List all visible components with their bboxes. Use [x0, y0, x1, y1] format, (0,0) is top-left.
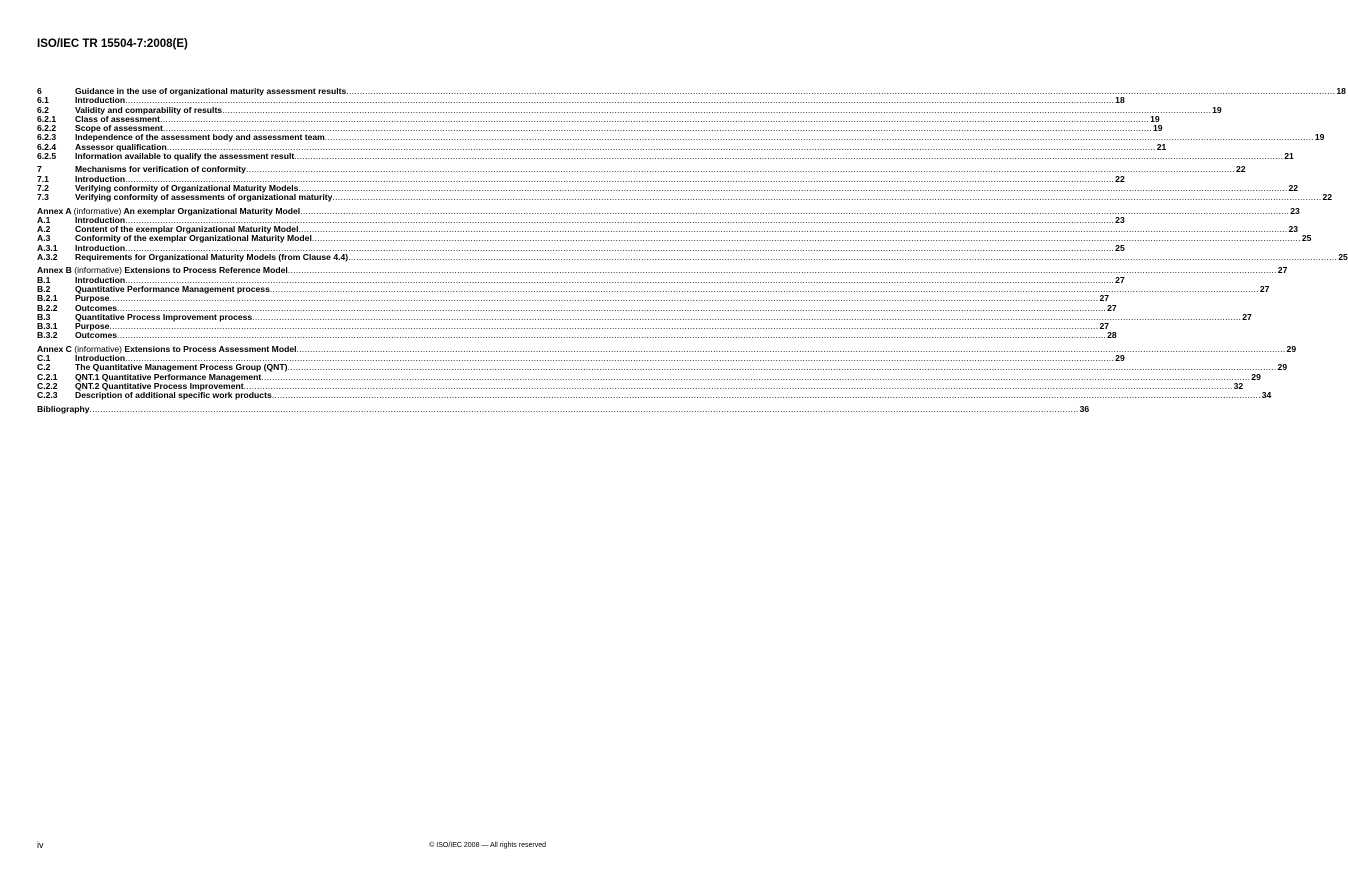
- toc-entry-text: Introduction: [75, 242, 126, 253]
- toc-entry-text: Scope of assessment: [75, 123, 163, 134]
- toc-entry-number: 6: [37, 86, 42, 96]
- toc-entry-number: B.3.2: [37, 330, 58, 341]
- toc-entry-page: 19: [1212, 104, 1222, 115]
- toc-entry-title: [75, 391, 272, 400]
- toc-leader-dots: [117, 331, 1106, 340]
- toc-entry-number: C.2: [37, 362, 51, 373]
- toc-entry-text: The Quantitative Management Process Group (QNT): [75, 362, 288, 373]
- toc-entry-text: Outcomes: [75, 302, 118, 313]
- annex-label: Annex B: [37, 265, 72, 276]
- toc-leader-dots: [348, 253, 1337, 262]
- toc-entry-title: [75, 193, 332, 202]
- toc-entry-page: 25: [1338, 252, 1348, 263]
- page-number: iv: [37, 840, 44, 850]
- annex-label: Annex C: [37, 343, 72, 354]
- toc-entry-number: 6.2.3: [37, 132, 57, 143]
- toc-entry-number: C.2.2: [37, 380, 58, 391]
- toc-entry-page: 18: [1115, 95, 1125, 106]
- toc-entry-title: [37, 405, 90, 414]
- toc-entry-page: 29: [1286, 343, 1297, 354]
- toc-entry-page: 23: [1288, 224, 1299, 235]
- toc-entry-page: 27: [1277, 265, 1288, 276]
- annex-informative: (informative): [74, 265, 123, 276]
- toc-entry-text: Purpose: [75, 293, 110, 304]
- toc-entry-number: 7.3: [37, 192, 49, 203]
- annex-informative: (informative): [74, 343, 123, 354]
- toc-group: [37, 164, 1333, 203]
- toc-entry-title: [75, 152, 294, 161]
- toc-entry-number: C.2.1: [37, 371, 58, 382]
- toc-entry-text: Introduction: [75, 274, 126, 285]
- annex-title: Extensions to Process Assessment Model: [124, 343, 297, 354]
- toc-entry-page: 22: [1236, 164, 1246, 175]
- toc-entry-text: Introduction: [75, 353, 126, 364]
- toc-entry-page: 27: [1099, 321, 1109, 332]
- toc-entry[interactable]: [37, 252, 1348, 263]
- toc-entry-text: Outcomes: [75, 330, 118, 341]
- toc-entry-text: Conformity of the exemplar Organizational Maturity Model: [75, 233, 312, 244]
- toc-entry-number: B.2.1: [37, 293, 58, 304]
- toc-entry-number: 6.2.4: [37, 141, 57, 152]
- toc-entry-number: B.2: [37, 283, 51, 294]
- toc-entry-number: B.3.1: [37, 321, 58, 332]
- toc-leader-dots: [272, 391, 1261, 400]
- toc-entry-number: C.1: [37, 353, 51, 364]
- toc-entry-text: Verifying conformity of assessments of organizational maturity: [75, 192, 333, 203]
- toc-leader-dots: [294, 152, 1283, 161]
- toc-entry[interactable]: [37, 390, 1272, 401]
- toc-entry-page: 32: [1233, 380, 1244, 391]
- toc-group: [37, 343, 1297, 401]
- toc-entry-text: Requirements for Organizational Maturity Models (from Clause 4.4): [75, 252, 349, 263]
- toc-entry-page: 22: [1115, 173, 1125, 184]
- toc-entry-text: Class of assessment: [75, 113, 161, 124]
- toc-entry[interactable]: [37, 151, 1294, 162]
- toc-entry-page: 34: [1261, 390, 1272, 401]
- toc-entry-text: Quantitative Process Improvement process: [75, 311, 253, 322]
- toc-entry-text: Verifying conformity of Organizational Maturity Models: [75, 182, 299, 193]
- toc-entry-number: B.2.2: [37, 302, 58, 313]
- annex-title: An exemplar Organizational Maturity Model: [123, 205, 301, 216]
- toc-entry-number: A.1: [37, 214, 51, 225]
- toc-group: [37, 265, 1288, 341]
- toc-entry-number: 7.1: [37, 173, 49, 184]
- toc-entry-title: [75, 331, 117, 340]
- toc-entry-page: 29: [1115, 353, 1125, 364]
- toc-entry-page: 27: [1107, 302, 1117, 313]
- toc-entry-text: Content of the exemplar Organizational Maturity Model: [75, 224, 299, 235]
- toc-entry-number: A.3.2: [37, 252, 58, 263]
- toc-group: [37, 403, 1090, 414]
- toc-entry-page: 25: [1115, 242, 1125, 253]
- toc-entry-page: 25: [1301, 233, 1312, 244]
- toc-entry-text: Independence of the assessment body and assessment team: [75, 132, 325, 143]
- toc-entry-number: 6.2: [37, 104, 49, 115]
- toc-entry-page: 19: [1314, 132, 1325, 143]
- toc-entry-number: 6.2.1: [37, 113, 57, 124]
- document-header: ISO/IEC TR 15504-7:2008(E): [37, 38, 188, 50]
- toc-entry-text: Purpose: [75, 321, 110, 332]
- toc-entry-text: Information available to qualify the assessment result: [75, 151, 295, 162]
- toc-entry-page: 21: [1284, 151, 1294, 162]
- toc-entry-text: Introduction: [75, 95, 126, 106]
- toc-entry-page: 18: [1336, 86, 1346, 96]
- toc-entry-text: Description of additional specific work products: [75, 390, 272, 401]
- toc-entry-number: A.2: [37, 224, 51, 235]
- toc-entry-title: [75, 253, 348, 262]
- toc-entry-page: 23: [1290, 205, 1300, 216]
- toc-entry-page: 19: [1152, 123, 1163, 134]
- toc-entry-page: 27: [1242, 311, 1252, 322]
- toc-entry-text: Assessor qualification: [75, 141, 167, 152]
- toc-entry-page: 27: [1115, 274, 1125, 285]
- toc-entry-text: Quantitative Performance Management process: [75, 283, 270, 294]
- toc-entry-number: 6.2.5: [37, 151, 57, 162]
- toc-entry-text: Introduction: [75, 214, 126, 225]
- toc-leader-dots: [90, 405, 1079, 414]
- toc-entry-page: 22: [1322, 192, 1333, 203]
- toc-entry-page: 29: [1251, 371, 1261, 382]
- table-of-contents: [37, 86, 1348, 418]
- toc-entry-text: QNT.1 Quantitative Performance Management: [75, 371, 262, 382]
- toc-entry-text: QNT.2 Quantitative Process Improvement: [75, 380, 244, 391]
- toc-entry-number: C.2.3: [37, 390, 58, 401]
- toc-entry-number: B.3: [37, 311, 51, 322]
- toc-entry-number: 6.1: [37, 95, 49, 106]
- toc-entry-number: 6.2.2: [37, 123, 57, 134]
- annex-title: Extensions to Process Reference Model: [124, 265, 288, 276]
- toc-entry-page: 23: [1115, 214, 1125, 225]
- toc-entry[interactable]: [37, 403, 1090, 414]
- copyright-notice: © ISO/IEC 2008 — All rights reserved: [429, 842, 546, 849]
- toc-entry-number: 7: [37, 164, 42, 175]
- annex-informative: (informative): [73, 205, 122, 216]
- toc-leader-dots: [332, 193, 1321, 202]
- toc-entry-page: 27: [1259, 283, 1270, 294]
- toc-entry-text: Guidance in the use of organizational maturity assessment results: [75, 86, 347, 96]
- toc-entry-number: A.3: [37, 233, 51, 244]
- toc-entry-page: 19: [1150, 113, 1160, 124]
- toc-entry-number: 7.2: [37, 182, 49, 193]
- toc-entry[interactable]: [37, 330, 1117, 341]
- toc-entry-page: 21: [1156, 141, 1167, 152]
- toc-entry-page: 36: [1079, 403, 1090, 414]
- toc-group: [37, 205, 1348, 263]
- toc-entry[interactable]: [37, 192, 1333, 203]
- toc-entry-text: Bibliography: [37, 403, 90, 414]
- toc-entry-page: 29: [1277, 362, 1288, 373]
- toc-group: [37, 86, 1346, 162]
- toc-entry-text: Validity and comparability of results: [75, 104, 223, 115]
- annex-label: Annex A: [37, 205, 72, 216]
- toc-entry-page: 27: [1099, 293, 1109, 304]
- toc-entry-text: Mechanisms for verification of conformity: [75, 164, 246, 175]
- toc-entry-page: 22: [1288, 182, 1299, 193]
- toc-entry-page: 28: [1107, 330, 1117, 341]
- toc-entry-number: B.1: [37, 274, 51, 285]
- toc-entry-text: Introduction: [75, 173, 126, 184]
- toc-entry-number: A.3.1: [37, 242, 58, 253]
